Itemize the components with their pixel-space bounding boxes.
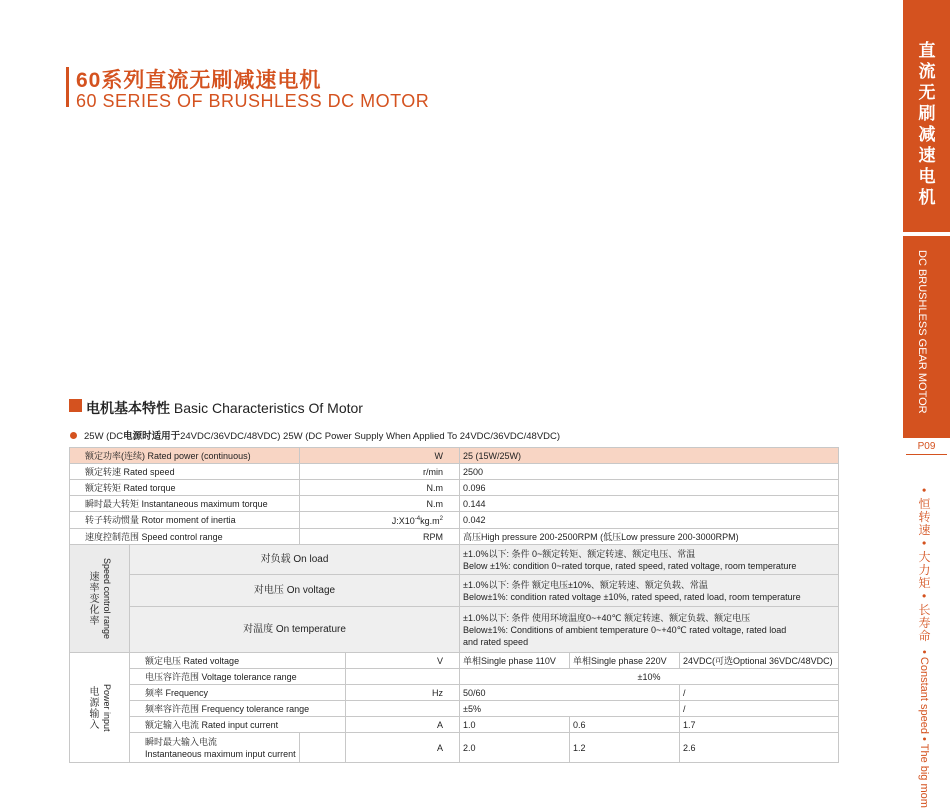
- value-cell: 0.042: [460, 512, 839, 529]
- label-cell: 速度控制范围 Speed control range: [70, 529, 300, 545]
- label-cell: 频率 Frequency: [130, 685, 346, 701]
- label-cell: 额定功率(连续) Rated power (continuous): [70, 448, 300, 464]
- unit-cell: r/min: [300, 464, 460, 480]
- value-cell: 0.144: [460, 496, 839, 512]
- empty-cell: [300, 733, 346, 763]
- label-cell: 瞬时最大转矩 Instantaneous maximum torque: [70, 496, 300, 512]
- label-cell: 额定转矩 Rated torque: [70, 480, 300, 496]
- unit-cell: [346, 701, 460, 717]
- table-row: [70, 448, 839, 464]
- section-square-icon: [69, 399, 82, 412]
- table-row: [70, 529, 839, 545]
- label-cell: 转子转动惯量 Rotor moment of inertia: [70, 512, 300, 529]
- value-cell: ±1.0%以下: 条件 0~额定转矩、额定转速、额定电压、常温 Below ±1%: condition 0~rated torque, rated speed, rated voltage, room temperature: [460, 545, 839, 575]
- label-cell: 电压容许范围 Voltage tolerance range: [130, 669, 346, 685]
- value-cell: ±10%: [460, 669, 839, 685]
- table-row: [70, 685, 839, 701]
- value-cell: /: [680, 701, 839, 717]
- group-label-en: Power input: [102, 683, 112, 732]
- label-cell: 频率容许范围 Frequency tolerance range: [130, 701, 346, 717]
- bullet-dot-icon: [70, 432, 77, 439]
- section-heading: [86, 398, 363, 418]
- table-row: [70, 653, 839, 669]
- note-prefix: 25W (DC: [84, 431, 124, 442]
- group-label-cn: 电源输入: [87, 685, 98, 730]
- power-input-group-cell: [70, 653, 130, 763]
- sidebar-cn-title: 直流无刷减速电机: [918, 41, 936, 207]
- table-row: [70, 496, 839, 512]
- sidebar-en-title: DC BRUSHLESS GEAR MOTOR: [916, 250, 928, 414]
- label-cell: 额定输入电流 Rated input current: [130, 717, 346, 733]
- speed-variation-group-cell: [70, 545, 130, 653]
- value-cell: 2.0: [460, 733, 570, 763]
- unit-cell: A: [346, 733, 460, 763]
- value-cell: ±1.0%以下: 条件 使用环境温度0~+40℃ 额定转速、额定负载、额定电压 Below±1%: Conditions of ambient temperature 0~+40℃ rated voltage, rated load and rated speed: [460, 607, 839, 653]
- table-row: [70, 607, 839, 653]
- group-label-cn: 速率变化率: [87, 571, 98, 626]
- table-row: [70, 575, 839, 607]
- table-row: [70, 669, 839, 685]
- section-title-cn: 电机基本特性: [86, 400, 170, 416]
- value-cell: ±5%: [460, 701, 680, 717]
- title-accent-bar: [66, 67, 69, 107]
- label-cell: 额定转速 Rated speed: [70, 464, 300, 480]
- value-cell: 0.096: [460, 480, 839, 496]
- page-title-cn: 60系列直流无刷减速电机: [76, 69, 322, 92]
- table-row: [70, 512, 839, 529]
- label-cell: 瞬时最大输入电流 Instantaneous maximum input current: [130, 733, 300, 763]
- sidebar-cn-features: • 恒转速 • 大力矩 • 长寿命: [917, 488, 931, 643]
- page-number: P09: [906, 441, 947, 455]
- value-cell: 1.0: [460, 717, 570, 733]
- unit-cell: N.m: [300, 496, 460, 512]
- value-cell: 0.6: [570, 717, 680, 733]
- value-cell: 25 (15W/25W): [460, 448, 839, 464]
- value-cell: 50/60: [460, 685, 680, 701]
- label-cell: 额定电压 Rated voltage: [130, 653, 346, 669]
- unit-cell: Hz: [346, 685, 460, 701]
- value-cell: 1.7: [680, 717, 839, 733]
- table-row: [70, 717, 839, 733]
- note-bold: 电源时适用于: [123, 431, 181, 442]
- table-row: [70, 480, 839, 496]
- value-cell: 24VDC(可选Optional 36VDC/48VDC): [680, 653, 839, 669]
- label-cell: 对负载 On load: [130, 545, 460, 575]
- value-cell: 1.2: [570, 733, 680, 763]
- unit-cell: A: [346, 717, 460, 733]
- unit-cell: [346, 669, 460, 685]
- unit-cell: V: [346, 653, 460, 669]
- value-cell: ±1.0%以下: 条件 额定电压±10%、额定转速、额定负载、常温 Below±1%: condition rated voltage ±10%, rated speed, rated load, room temperature: [460, 575, 839, 607]
- unit-cell: $J:X10^{-4}kg.m^2$: [300, 512, 460, 529]
- value-cell: 2500: [460, 464, 839, 480]
- value-cell: 高压High pressure 200-2500RPM (低压Low pressure 200-3000RPM): [460, 529, 839, 545]
- table-row: [70, 464, 839, 480]
- table-row: [70, 545, 839, 575]
- value-cell: 2.6: [680, 733, 839, 763]
- note-rest: 24VDC/36VDC/48VDC) 25W (DC Power Supply When Applied To 24VDC/36VDC/48VDC): [180, 431, 561, 442]
- unit-cell: W: [300, 448, 460, 464]
- power-supply-note: [84, 428, 560, 442]
- sidebar-en-features: • Constant speed • The big mom: [918, 650, 930, 808]
- value-cell: 单相Single phase 110V: [460, 653, 570, 669]
- label-cell: 对温度 On temperature: [130, 607, 460, 653]
- unit-cell: N.m: [300, 480, 460, 496]
- spec-table: [69, 447, 839, 763]
- label-cell: 对电压 On voltage: [130, 575, 460, 607]
- table-row: [70, 733, 839, 763]
- value-cell: 单相Single phase 220V: [570, 653, 680, 669]
- unit-cell: RPM: [300, 529, 460, 545]
- page-title-en: 60 SERIES OF BRUSHLESS DC MOTOR: [76, 91, 430, 111]
- group-label-en: Speed control range: [102, 557, 112, 640]
- section-title-en: Basic Characteristics Of Motor: [173, 400, 363, 416]
- table-row: [70, 701, 839, 717]
- value-cell: /: [680, 685, 839, 701]
